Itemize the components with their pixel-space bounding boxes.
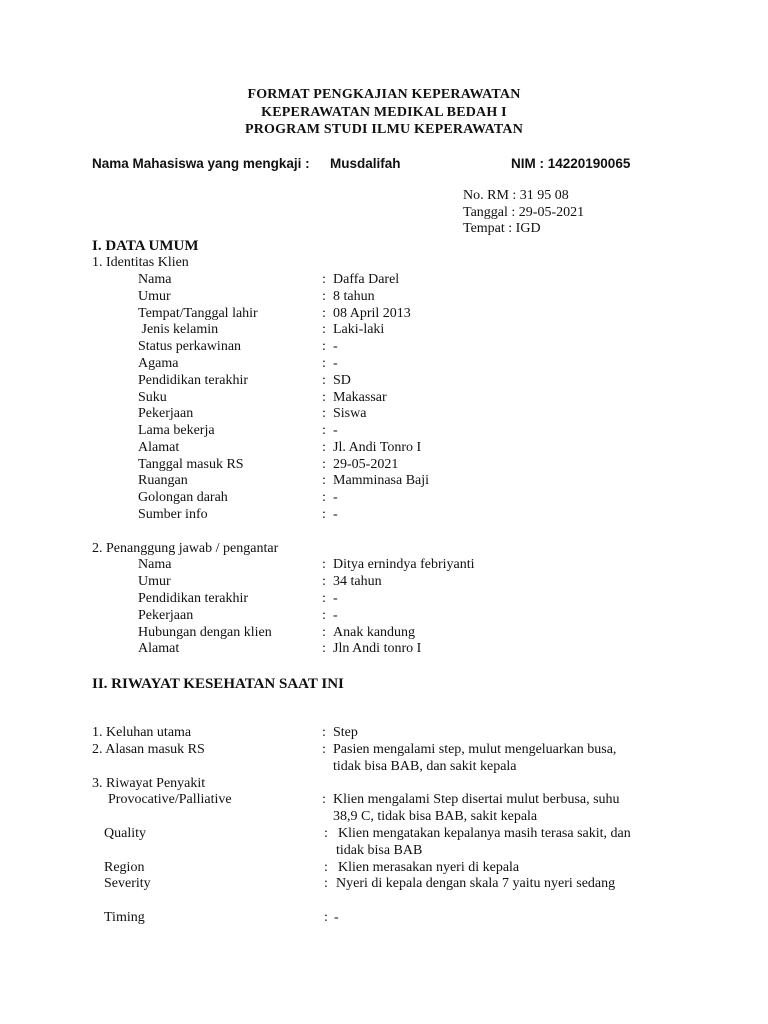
field-value: Anak kandung: [333, 625, 416, 640]
field-row: [0, 390, 768, 407]
field-value: Siswa: [333, 406, 367, 421]
student-label: Nama Mahasiswa yang mengkaji :: [92, 156, 310, 171]
field-row: [0, 625, 768, 642]
field-value: -: [333, 423, 338, 438]
field-label: Jenis kelamin: [138, 322, 219, 337]
section-1-heading: I. DATA UMUM: [92, 238, 199, 254]
field-colon: :: [322, 373, 326, 388]
field-colon: :: [322, 356, 326, 371]
field-value: Makassar: [333, 390, 387, 405]
field-value: Laki-laki: [333, 322, 385, 337]
field-value: -: [333, 339, 338, 354]
provocative-value-line-2: 38,9 C, tidak bisa BAB, sakit kepala: [333, 809, 538, 824]
client-identity-subheading: 1. Identitas Klien: [92, 255, 189, 270]
field-label: Pendidikan terakhir: [138, 591, 249, 606]
field-row: [0, 457, 768, 474]
field-colon: :: [322, 490, 326, 505]
field-colon: :: [322, 440, 326, 455]
field-row: [0, 306, 768, 323]
field-value: Jl. Andi Tonro I: [333, 440, 422, 455]
severity-value: Nyeri di kepala dengan skala 7 yaitu nyeri sedang: [336, 876, 616, 891]
quality-label: Quality: [104, 826, 146, 841]
field-colon: :: [322, 625, 326, 640]
field-label: Alamat: [138, 641, 180, 656]
field-value: -: [333, 356, 338, 371]
field-row: [0, 322, 768, 339]
alasan-value-line-2: tidak bisa BAB, dan sakit kepala: [333, 759, 517, 774]
record-tempat: Tempat : IGD: [463, 221, 541, 236]
field-label: Nama: [138, 272, 172, 287]
field-label: Hubungan dengan klien: [138, 625, 272, 640]
field-label: Suku: [138, 390, 167, 405]
section-2-heading: II. RIWAYAT KESEHATAN SAAT INI: [92, 676, 344, 692]
field-row: [0, 356, 768, 373]
alasan-value-line-1: Pasien mengalami step, mulut mengeluarkan busa,: [333, 742, 617, 757]
field-colon: :: [322, 574, 326, 589]
field-colon: :: [322, 557, 326, 572]
doc-title-line-1: FORMAT PENGKAJIAN KEPERAWATAN: [247, 87, 521, 102]
field-colon: :: [322, 339, 326, 354]
field-label: Status perkawinan: [138, 339, 242, 354]
field-row: [0, 557, 768, 574]
field-row: [0, 373, 768, 390]
field-row: [0, 440, 768, 457]
severity-label: Severity: [104, 876, 151, 891]
doc-title-line-3: PROGRAM STUDI ILMU KEPERAWATAN: [244, 122, 524, 137]
field-value: -: [333, 608, 338, 623]
provocative-colon: :: [322, 792, 326, 807]
field-colon: :: [322, 507, 326, 522]
field-value: 29-05-2021: [333, 457, 399, 472]
riwayat-label: 3. Riwayat Penyakit: [92, 776, 206, 791]
field-row: [0, 339, 768, 356]
field-label: Golongan darah: [138, 490, 228, 505]
field-colon: :: [322, 306, 326, 321]
field-colon: :: [322, 608, 326, 623]
field-colon: :: [322, 272, 326, 287]
alasan-label: 2. Alasan masuk RS: [92, 742, 205, 757]
field-colon: :: [322, 591, 326, 606]
field-row: [0, 289, 768, 306]
field-colon: :: [322, 289, 326, 304]
field-value: Daffa Darel: [333, 272, 400, 287]
field-row: [0, 507, 768, 524]
student-nim: NIM : 14220190065: [511, 156, 631, 171]
field-row: [0, 272, 768, 289]
quality-colon: :: [324, 826, 328, 841]
quality-value-line-1: Klien mengatakan kepalanya masih terasa sakit, dan: [338, 826, 631, 841]
provocative-label: Provocative/Palliative: [108, 792, 232, 807]
severity-colon: :: [324, 876, 328, 891]
field-row: [0, 574, 768, 591]
guardian-subheading: 2. Penanggung jawab / pengantar: [92, 541, 279, 556]
student-name: Musdalifah: [330, 156, 401, 171]
quality-value-line-2: tidak bisa BAB: [336, 843, 423, 858]
field-colon: :: [322, 390, 326, 405]
field-row: [0, 473, 768, 490]
field-row: [0, 490, 768, 507]
timing-label: Timing: [104, 910, 145, 925]
record-no-rm: No. RM : 31 95 08: [463, 188, 569, 203]
field-label: Pendidikan terakhir: [138, 373, 249, 388]
field-colon: :: [322, 423, 326, 438]
field-label: Tanggal masuk RS: [138, 457, 244, 472]
field-value: 34 tahun: [333, 574, 382, 589]
field-label: Ruangan: [138, 473, 188, 488]
field-value: Jln Andi tonro I: [333, 641, 422, 656]
field-label: Umur: [138, 574, 171, 589]
field-row: [0, 406, 768, 423]
keluhan-label: 1. Keluhan utama: [92, 725, 192, 740]
field-value: Ditya ernindya febriyanti: [333, 557, 475, 572]
field-label: Lama bekerja: [138, 423, 215, 438]
provocative-value-line-1: Klien mengalami Step disertai mulut berbusa, suhu: [333, 792, 620, 807]
timing-value: -: [334, 910, 339, 925]
record-tanggal: Tanggal : 29-05-2021: [463, 205, 585, 220]
field-label: Nama: [138, 557, 172, 572]
field-colon: :: [322, 322, 326, 337]
field-row: [0, 608, 768, 625]
field-value: SD: [333, 373, 351, 388]
field-value: -: [333, 591, 338, 606]
alasan-colon: :: [322, 742, 326, 757]
region-value: Klien merasakan nyeri di kepala: [338, 860, 520, 875]
field-colon: :: [322, 406, 326, 421]
field-value: -: [333, 507, 338, 522]
field-row: [0, 423, 768, 440]
field-colon: :: [322, 473, 326, 488]
keluhan-value: Step: [333, 725, 358, 740]
region-colon: :: [324, 860, 328, 875]
field-label: Tempat/Tanggal lahir: [138, 306, 258, 321]
keluhan-colon: :: [322, 725, 326, 740]
field-label: Alamat: [138, 440, 180, 455]
field-label: Pekerjaan: [138, 608, 194, 623]
field-label: Pekerjaan: [138, 406, 194, 421]
timing-colon: :: [324, 910, 328, 925]
region-label: Region: [104, 860, 145, 875]
field-row: [0, 641, 768, 658]
field-value: Mamminasa Baji: [333, 473, 430, 488]
field-value: 8 tahun: [333, 289, 375, 304]
field-value: 08 April 2013: [333, 306, 411, 321]
field-label: Agama: [138, 356, 179, 371]
field-row: [0, 591, 768, 608]
field-colon: :: [322, 457, 326, 472]
field-label: Umur: [138, 289, 171, 304]
field-value: -: [333, 490, 338, 505]
field-colon: :: [322, 641, 326, 656]
field-label: Sumber info: [138, 507, 208, 522]
doc-title-line-2: KEPERAWATAN MEDIKAL BEDAH I: [261, 105, 507, 120]
